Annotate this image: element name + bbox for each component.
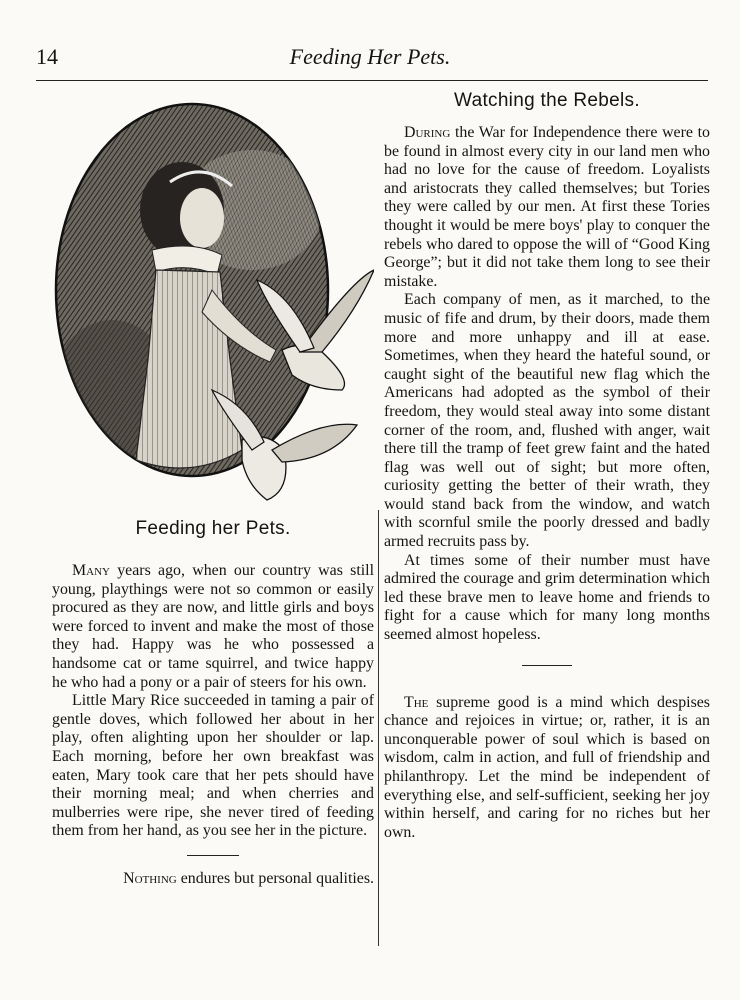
header-rule xyxy=(36,80,708,81)
feeding-article xyxy=(52,562,374,841)
drop-lead: Many xyxy=(72,562,110,579)
article-title: Watching the Rebels. xyxy=(454,90,640,111)
section-rule xyxy=(522,665,572,666)
rebels-paragraph-2: Each company of men, as it marched, to the music of fife and drum, by their doors, made them more and more unhappy and ill at ease. Sometimes, when they heard the hateful sound, or caught sight of the beautiful new flag which the Americans had adopted as the symbol of their freedom, they would steal away into some distant corner of the room, and, flushed with anger, wait there till the tramp of feet grew faint and the hated flag was well out of sight; but more often, curiosity getting the better of their wrath, they would stand back from the window, and watch with scornful smile the poorly dressed and badly armed recruits pass by. xyxy=(384,291,710,551)
rebels-paragraph-1 xyxy=(384,124,710,291)
maxim-lead: Nothing xyxy=(123,869,177,887)
right-column xyxy=(384,90,710,842)
paragraph-text: the War for Independence there were to be found in almost every city in our land men who had no love for the cause of freedom. Loyalists and aristocrats they called themselves; but Tories they were called by our men. At first these Tories thought it would be mere boys' play to conquer the rebels who dared to oppose the will of “Good King George”; but it did not take them long to see their mistake. xyxy=(384,124,710,290)
maxim-line xyxy=(52,870,374,889)
maxim-text: endures but personal qualities. xyxy=(176,869,374,887)
left-column xyxy=(52,90,374,889)
section-rule xyxy=(187,855,239,856)
supreme-good-paragraph xyxy=(384,694,710,843)
running-head: Feeding Her Pets. xyxy=(289,44,451,69)
column-divider xyxy=(378,510,379,946)
feeding-paragraph-1 xyxy=(52,562,374,692)
paragraph-text: supreme good is a mind which despises chance and rejoices in virtue; or, rather, it is an unconquerable power of soul which is based on wisdom, calm in action, and full of friendship and philanthropy. Let the mind be independent of everything else, and self-sufficient, seeking her joy within herself, and caring for no riches but her own. xyxy=(384,693,710,841)
rebels-paragraph-3: At times some of their number must have admired the courage and grim determination which led these brave men to leave home and friends to fight for a cause which for many long months seemed almost hopeless. xyxy=(384,551,710,644)
illustration-caption: Feeding her Pets. xyxy=(135,518,291,539)
drop-lead: The xyxy=(404,693,429,711)
feeding-paragraph-2: Little Mary Rice succeeded in taming a pair of gentle doves, which followed her about in her play, often alighting upon her shoulder or lap. Each morning, before her own breakfast was eaten, Mary took care that her pets should have their morning meal; and when cherries and mulberries were ripe, she never tired of feeding them from her hand, as you see her in the picture. xyxy=(52,692,374,840)
page-number: 14 xyxy=(36,44,58,69)
drop-lead: During xyxy=(404,124,451,141)
girl-with-doves-engraving-icon xyxy=(52,90,374,510)
paragraph-text: years ago, when our country was still young, playthings were not so common or easily procured as they are now, and little girls and boys were forced to invent and make the most of those they had. Happy was he who possessed a handsome cat or tame squirrel, and twice happy he who had a pony or a pair of steers for his own. xyxy=(52,562,374,691)
